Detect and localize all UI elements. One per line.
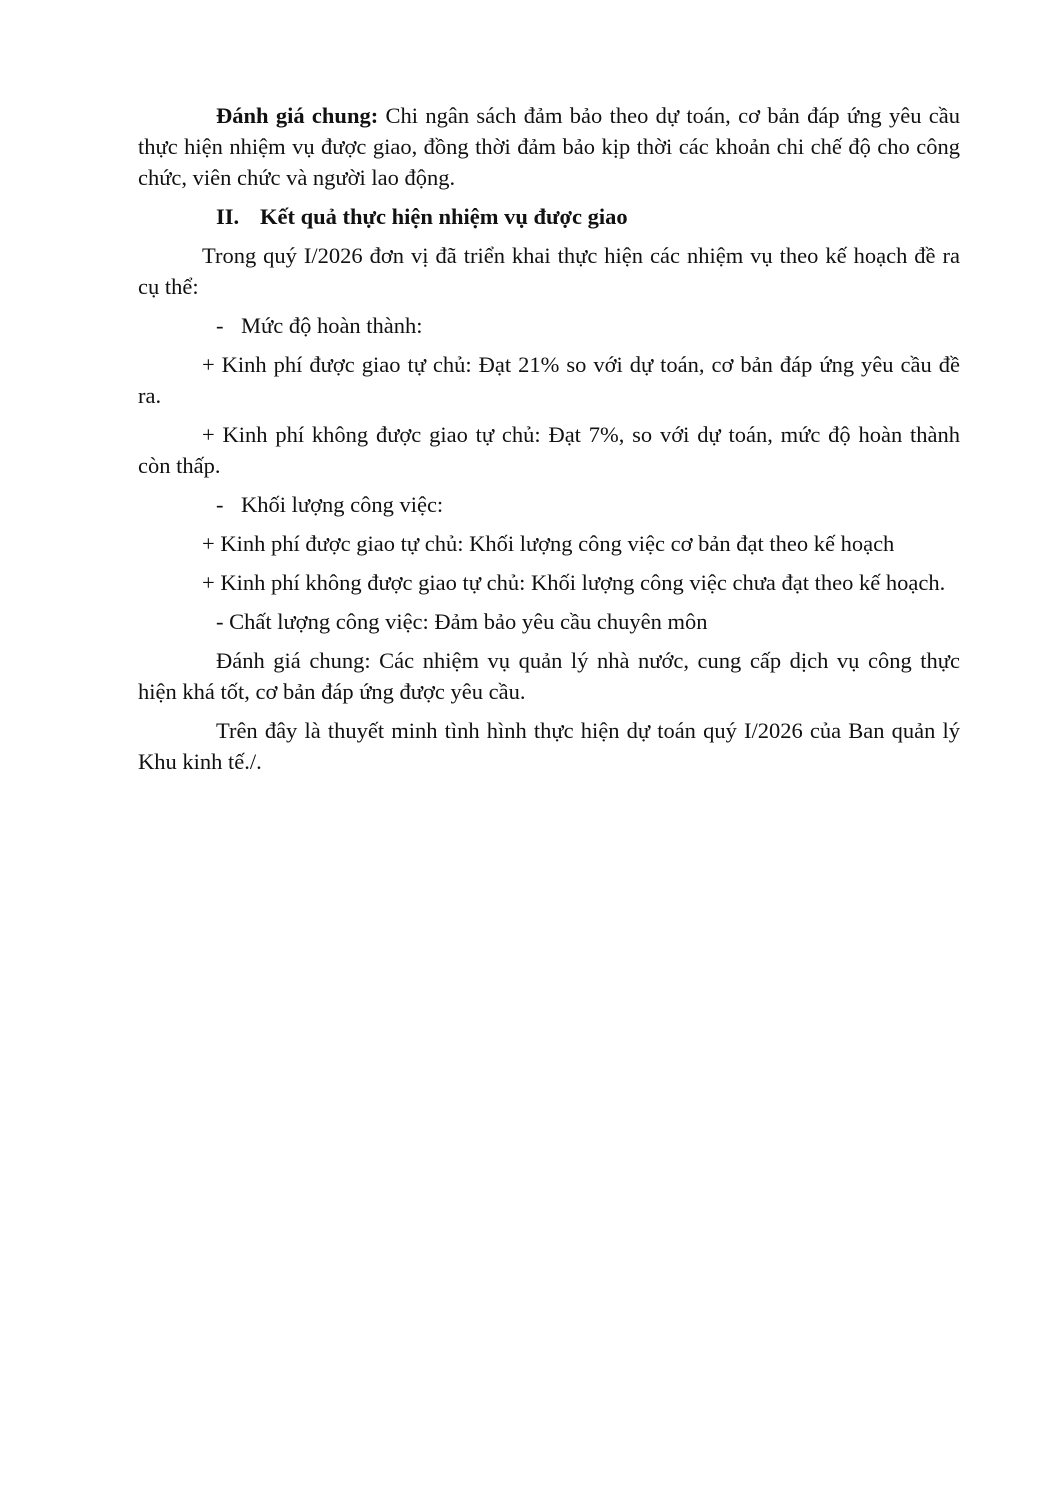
- completion-label: Mức độ hoàn thành:: [241, 313, 423, 338]
- completion-autonomous: + Kinh phí được giao tự chủ: Đạt 21% so với dự toán, cơ bản đáp ứng yêu cầu đề ra.: [138, 352, 960, 408]
- workload-non-autonomous: + Kinh phí không được giao tự chủ: Khối lượng công việc chưa đạt theo kế hoạch.: [202, 570, 946, 595]
- dash-marker: -: [216, 492, 224, 517]
- intro-paragraph: Trong quý I/2026 đơn vị đã triển khai thực hiện các nhiệm vụ theo kế hoạch đề ra cụ thể:: [138, 243, 960, 299]
- closing-paragraph: Trên đây là thuyết minh tình hình thực hiện dự toán quý I/2026 của Ban quản lý Khu kinh tế./.: [138, 718, 960, 774]
- completion-non-autonomous: + Kinh phí không được giao tự chủ: Đạt 7%, so với dự toán, mức độ hoàn thành còn thấp.: [138, 422, 960, 478]
- workload-label: Khối lượng công việc:: [241, 492, 444, 517]
- section-number: II.: [216, 204, 240, 229]
- general-assessment-text: Chi ngân sách đảm bảo theo dự toán, cơ bản đáp ứng yêu cầu thực hiện nhiệm vụ được giao, đồng thời đảm bảo kịp thời các khoản chi chế độ cho công chức, viên chức và người lao động.: [138, 103, 960, 190]
- workload-autonomous: + Kinh phí được giao tự chủ: Khối lượng công việc cơ bản đạt theo kế hoạch: [202, 531, 895, 556]
- document-body: [138, 100, 960, 785]
- general-assessment-label: Đánh giá chung:: [216, 103, 379, 128]
- workload-heading: [138, 489, 960, 520]
- completion-heading: [138, 310, 960, 341]
- quality-item: - Chất lượng công việc: Đảm bảo yêu cầu chuyên môn: [216, 609, 708, 634]
- section-title: Kết quả thực hiện nhiệm vụ được giao: [260, 204, 628, 229]
- general-assessment-budget: [138, 100, 960, 193]
- general-assessment-tasks: Đánh giá chung: Các nhiệm vụ quản lý nhà nước, cung cấp dịch vụ công thực hiện khá tốt, cơ bản đáp ứng được yêu cầu.: [138, 648, 960, 704]
- dash-marker: -: [216, 313, 224, 338]
- section-heading: [138, 201, 960, 232]
